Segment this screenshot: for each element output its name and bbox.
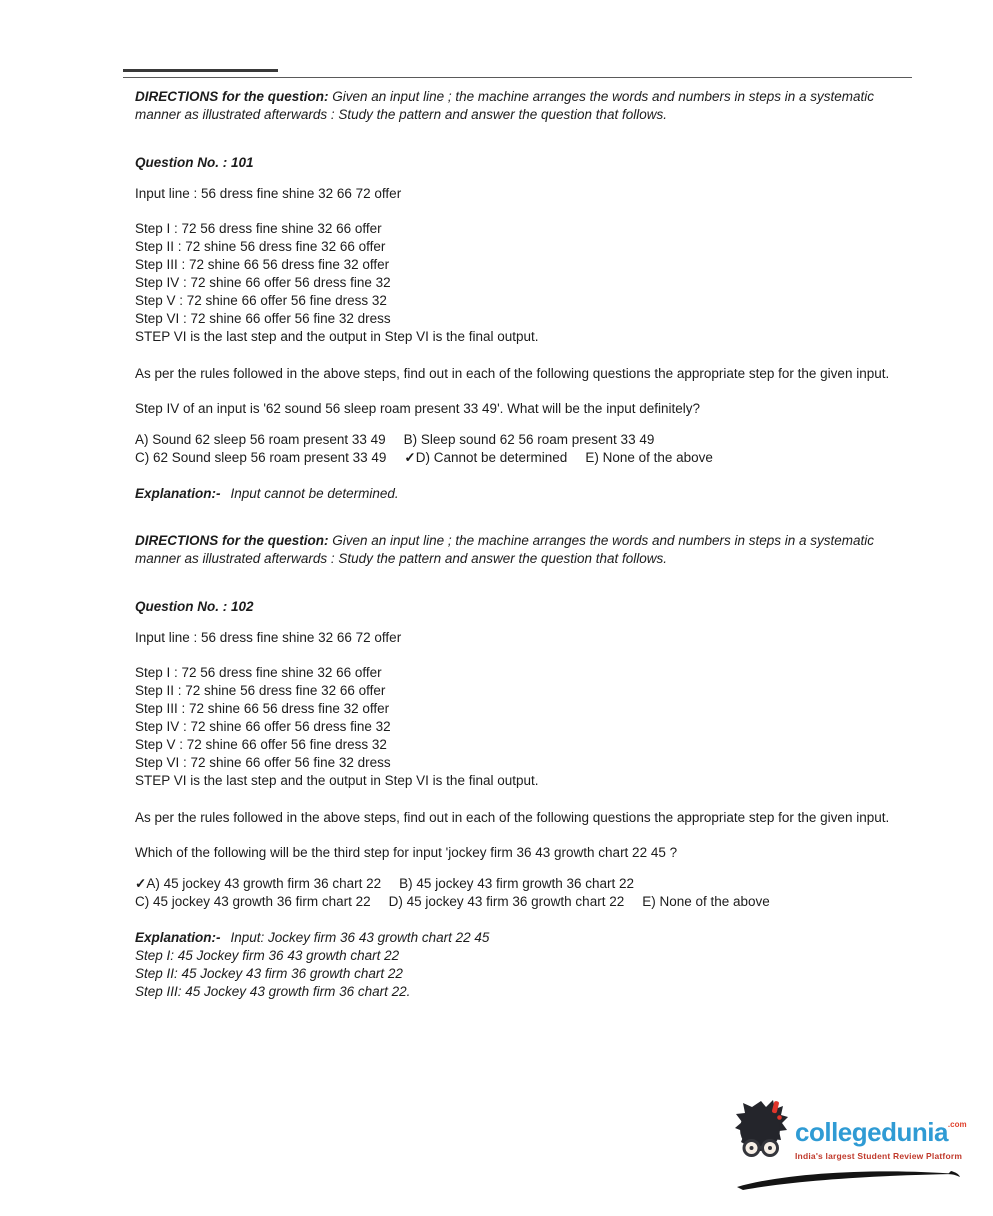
explanation-step-line: Step I: 45 Jockey firm 36 43 growth chart 22	[135, 948, 400, 963]
input-line: Input line : 56 dress fine shine 32 66 72 offer	[135, 630, 402, 645]
header-rule-full	[123, 77, 912, 78]
option-label: A) Sound 62 sleep 56 roam present 33 49	[135, 432, 386, 447]
step-line: Step III : 72 shine 66 56 dress fine 32 offer	[135, 701, 390, 716]
input-line: Input line : 56 dress fine shine 32 66 72 offer	[135, 186, 402, 201]
directions-block	[135, 88, 913, 124]
step-line: Step IV : 72 shine 66 offer 56 dress fine 32	[135, 275, 391, 290]
option-label: C) 62 Sound sleep 56 roam present 33 49	[135, 450, 387, 465]
question-text: Step IV of an input is '62 sound 56 sleep roam present 33 49'. What will be the input definitely?	[135, 401, 701, 416]
explanation-label: Explanation:-	[135, 486, 221, 501]
option-b	[399, 875, 634, 893]
explanation-block	[135, 485, 913, 503]
explanation-label: Explanation:-	[135, 930, 221, 945]
option-a	[135, 875, 381, 893]
step-line: STEP VI is the last step and the output in Step VI is the final output.	[135, 329, 539, 344]
step-line: Step V : 72 shine 66 offer 56 fine dress 32	[135, 293, 387, 308]
step-line: Step I : 72 56 dress fine shine 32 66 offer	[135, 665, 382, 680]
brand-domain: .com	[947, 1120, 967, 1129]
option-label: B) Sleep sound 62 56 roam present 33 49	[403, 432, 655, 447]
checkmark-icon: ✓	[404, 450, 416, 465]
collegedunia-logo	[733, 1098, 965, 1196]
option-label: C) 45 jockey 43 growth 36 firm chart 22	[135, 894, 371, 909]
options-block	[135, 875, 913, 911]
option-e	[585, 449, 713, 467]
explanation-step-line: Step II: 45 Jockey 43 firm 36 growth chart 22	[135, 966, 403, 981]
option-label: B) 45 jockey 43 firm growth 36 chart 22	[399, 876, 635, 891]
options-row	[135, 875, 913, 893]
step-line: Step III : 72 shine 66 56 dress fine 32 offer	[135, 257, 390, 272]
directions-label: DIRECTIONS for the question:	[135, 533, 329, 548]
option-d	[389, 893, 625, 911]
step-line: Step II : 72 shine 56 dress fine 32 66 offer	[135, 683, 386, 698]
option-label: A) 45 jockey 43 growth firm 36 chart 22	[146, 876, 382, 891]
checkmark-icon: ✓	[135, 876, 147, 891]
step-line: STEP VI is the last step and the output in Step VI is the final output.	[135, 773, 539, 788]
directions-text: Given an input line ; the machine arranges the words and numbers in steps in a systematic manner as illustrated afterwards : Study the pattern and answer the question that follows.	[135, 533, 875, 566]
explanation-text: Input cannot be determined.	[230, 486, 399, 501]
question-title: Question No. : 101	[135, 155, 254, 170]
options-block	[135, 431, 913, 467]
step-line: Step II : 72 shine 56 dress fine 32 66 offer	[135, 239, 386, 254]
step-line: Step IV : 72 shine 66 offer 56 dress fine 32	[135, 719, 391, 734]
steps-block	[135, 664, 913, 790]
question-text: Which of the following will be the third step for input 'jockey firm 36 43 growth chart 22 45 ?	[135, 845, 678, 860]
question-101	[135, 154, 913, 503]
explanation-block	[135, 929, 913, 1001]
option-e	[642, 893, 770, 911]
option-c	[135, 449, 386, 467]
directions-block	[135, 532, 913, 568]
explanation-step-line: Step III: 45 Jockey 43 growth firm 36 chart 22.	[135, 984, 411, 999]
brand-name: collegedunia	[795, 1117, 948, 1147]
question-102	[135, 598, 913, 1001]
question-title: Question No. : 102	[135, 599, 254, 614]
option-b	[404, 431, 655, 449]
options-row	[135, 431, 913, 449]
options-row	[135, 893, 913, 911]
steps-block	[135, 220, 913, 346]
note-text: As per the rules followed in the above steps, find out in each of the following questions the appropriate step for the given input.	[135, 366, 890, 381]
mascot-icon	[733, 1098, 789, 1165]
document-content	[135, 88, 913, 1030]
option-d	[404, 449, 567, 467]
directions-label: DIRECTIONS for the question:	[135, 89, 329, 104]
step-line: Step V : 72 shine 66 offer 56 fine dress 32	[135, 737, 387, 752]
step-line: Step VI : 72 shine 66 offer 56 fine 32 dress	[135, 755, 391, 770]
explanation-text: Input: Jockey firm 36 43 growth chart 22 45	[230, 930, 490, 945]
option-label: E) None of the above	[585, 450, 713, 465]
option-label: D) Cannot be determined	[415, 450, 568, 465]
option-c	[135, 893, 371, 911]
option-label: E) None of the above	[642, 894, 770, 909]
swoosh-icon	[733, 1167, 965, 1196]
header-rule-short	[123, 69, 278, 72]
note-text: As per the rules followed in the above steps, find out in each of the following questions the appropriate step for the given input.	[135, 810, 890, 825]
directions-text: Given an input line ; the machine arranges the words and numbers in steps in a systematic manner as illustrated afterwards : Study the pattern and answer the question that follows.	[135, 89, 875, 122]
explanation-first-line	[135, 929, 913, 947]
step-line: Step VI : 72 shine 66 offer 56 fine 32 dress	[135, 311, 391, 326]
option-a	[135, 431, 386, 449]
brand-tagline: India's largest Student Review Platform	[795, 1151, 963, 1161]
options-row	[135, 449, 913, 467]
step-line: Step I : 72 56 dress fine shine 32 66 offer	[135, 221, 382, 236]
option-label: D) 45 jockey 43 firm 36 growth chart 22	[388, 894, 625, 909]
